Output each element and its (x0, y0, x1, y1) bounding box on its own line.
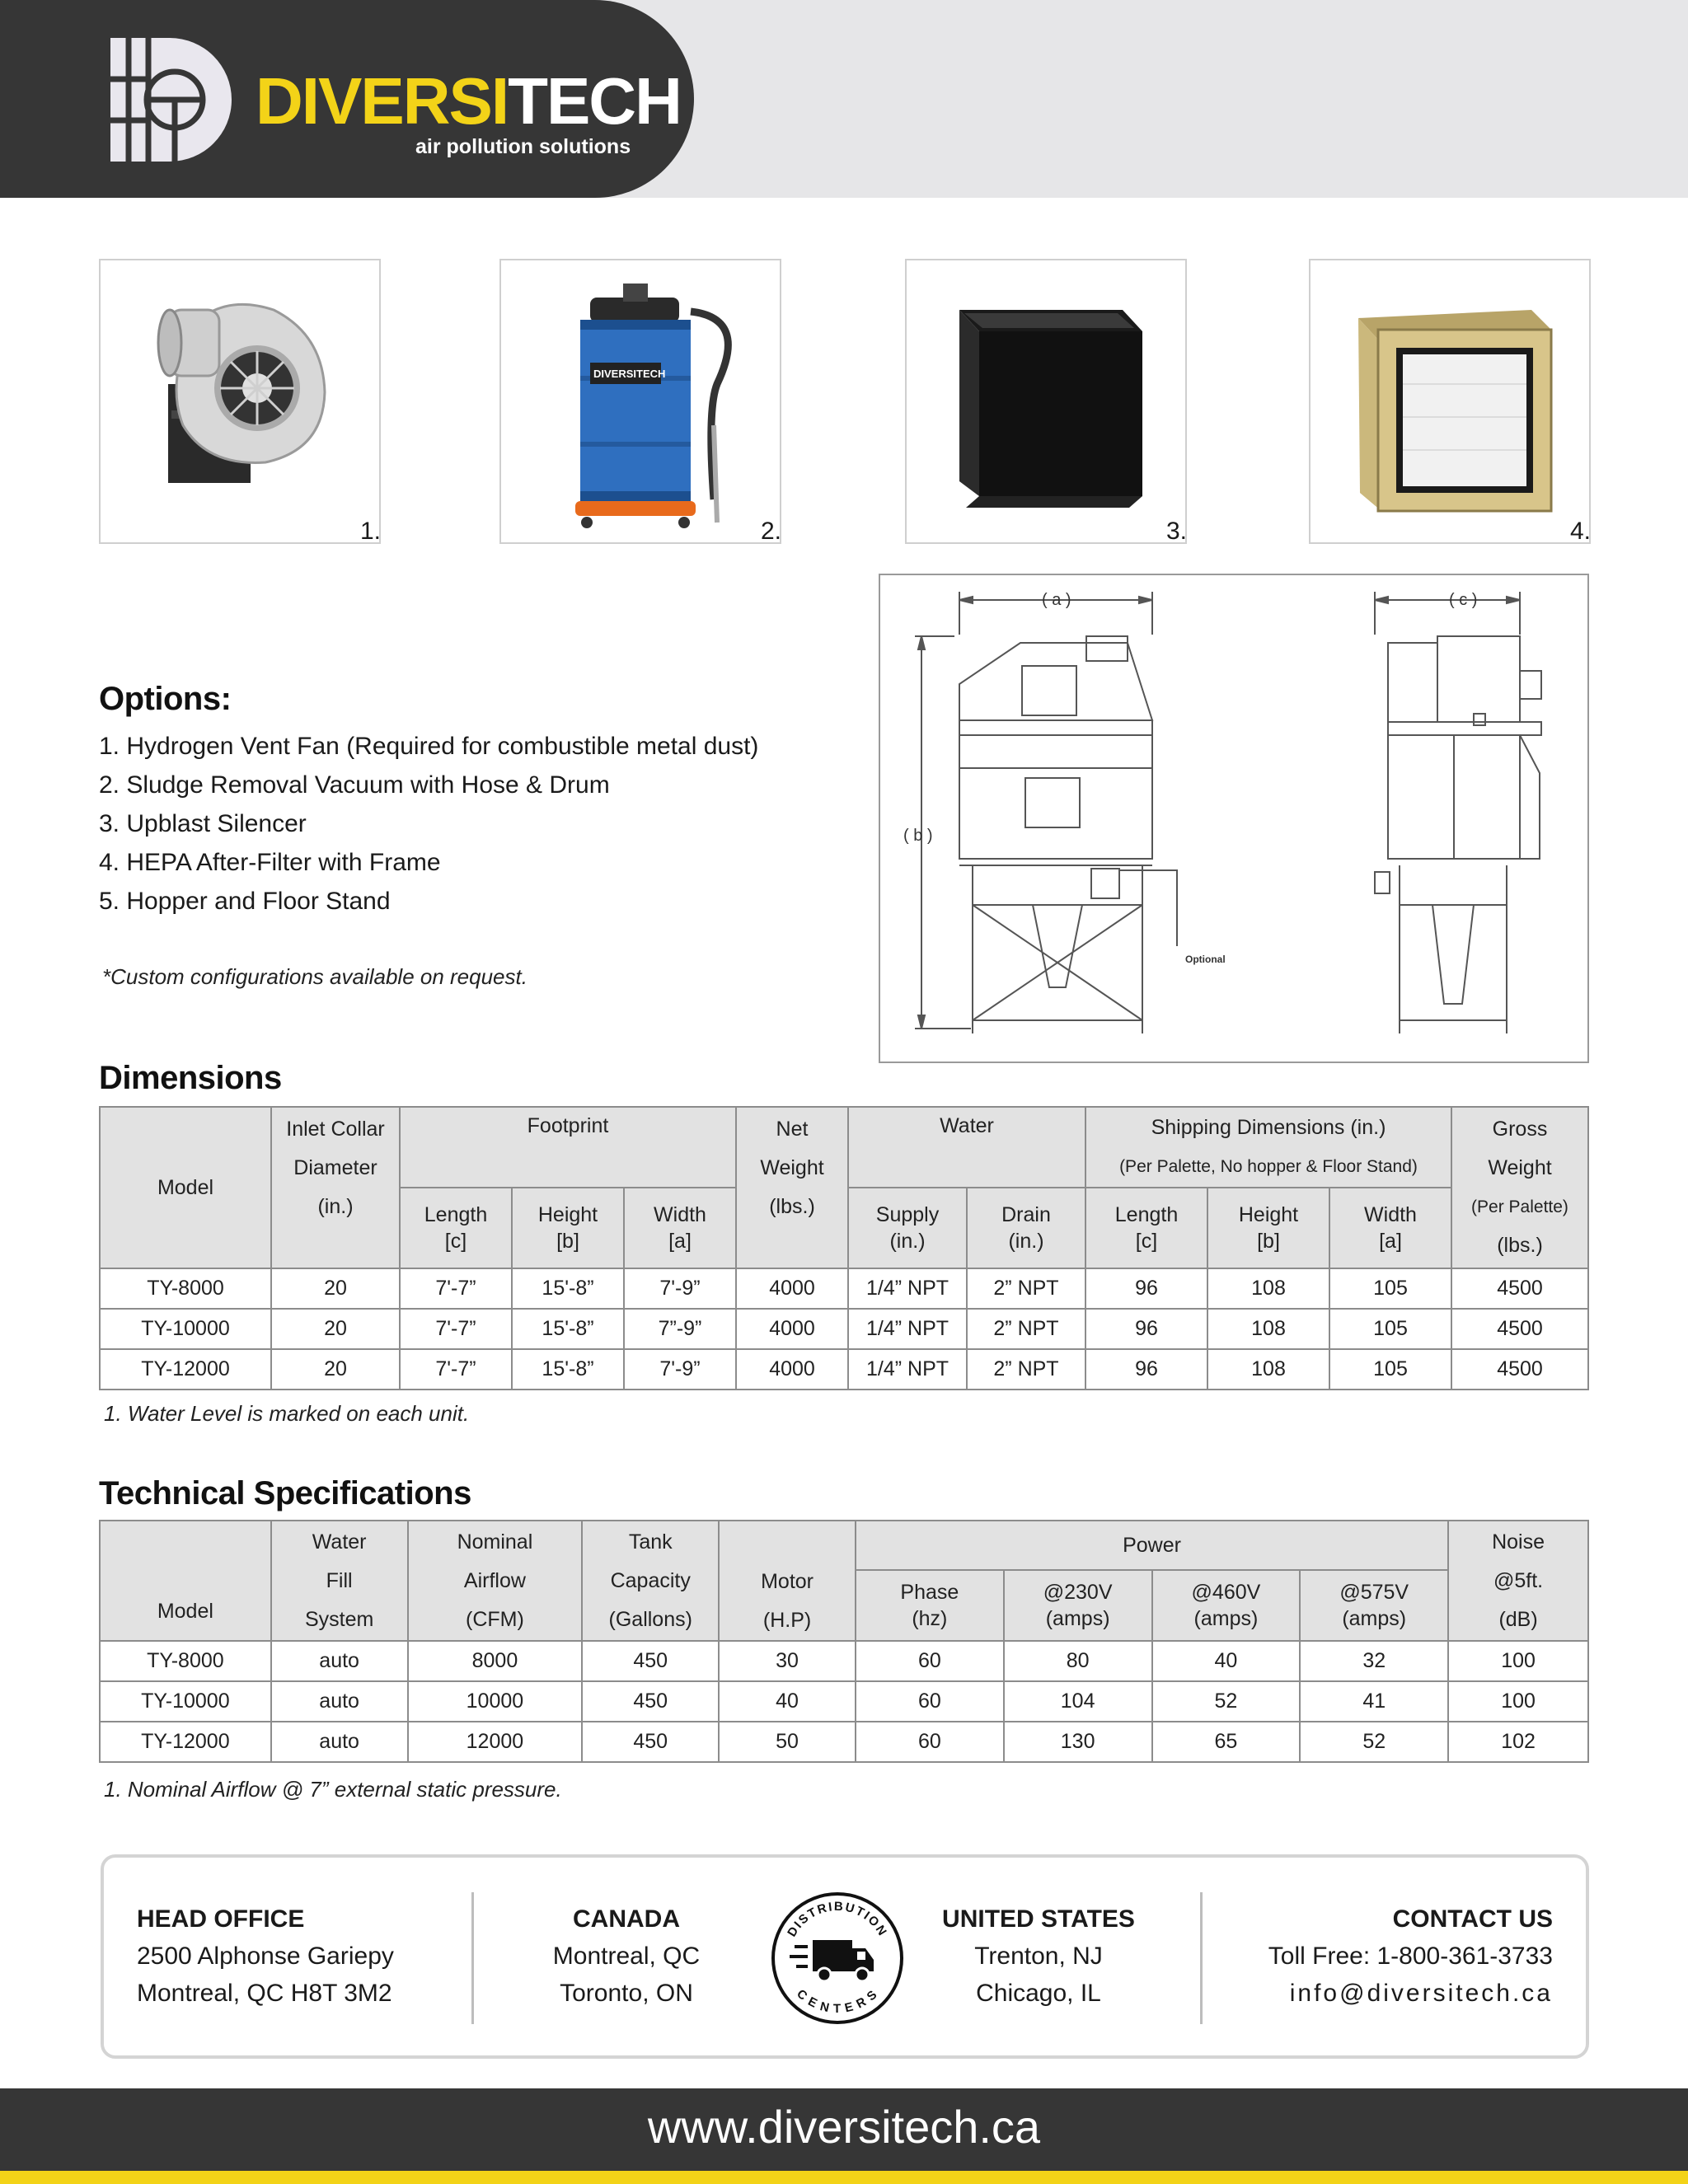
col-header-footprint: Footprint (400, 1107, 736, 1188)
table-cell: 40 (719, 1681, 856, 1722)
table-cell: 20 (271, 1309, 400, 1349)
contact-block (1236, 1900, 1553, 2012)
dimensions-title: Dimensions (99, 1060, 282, 1096)
table-cell: 52 (1300, 1722, 1448, 1762)
table-cell: 30 (719, 1641, 856, 1681)
table-cell: 4000 (736, 1349, 848, 1390)
col-header-drain: Drain (in.) (967, 1188, 1085, 1268)
table-cell: TY-10000 (100, 1309, 271, 1349)
col-header-water-fill: Water Fill System (271, 1521, 408, 1641)
diversitech-logo-mark (110, 38, 234, 162)
united-states-line1: Trenton, NJ (974, 1943, 1103, 1970)
table-cell: auto (271, 1681, 408, 1722)
col-header-power: Power (856, 1521, 1448, 1570)
table-cell: 130 (1004, 1722, 1152, 1762)
col-header-sh-height: Height [b] (1207, 1188, 1329, 1268)
list-item: 1. Hydrogen Vent Fan (Required for combustible metal dust) (99, 733, 759, 760)
table-cell: 105 (1329, 1309, 1451, 1349)
table-cell: 10000 (408, 1681, 583, 1722)
table-cell: 65 (1152, 1722, 1301, 1762)
table-cell: 108 (1207, 1309, 1329, 1349)
table-cell: TY-10000 (100, 1681, 271, 1722)
table-cell: 7'-7” (400, 1309, 512, 1349)
tech-specs-table (99, 1520, 1589, 1763)
table-cell: 4500 (1451, 1309, 1588, 1349)
product-number: 4. (1569, 518, 1591, 545)
optional-label: Optional (1185, 954, 1226, 965)
table-cell: 1/4” NPT (848, 1349, 967, 1390)
col-header-tank: Tank Capacity (Gallons) (582, 1521, 719, 1641)
drum-label: DIVERSITECH (593, 368, 666, 380)
table-cell: 105 (1329, 1349, 1451, 1390)
brand-tagline: air pollution solutions (415, 135, 631, 158)
tech-specs-title: Technical Specifications (99, 1475, 471, 1511)
table-cell: 4000 (736, 1268, 848, 1309)
col-header-airflow: Nominal Airflow (CFM) (408, 1521, 583, 1641)
col-header-575v: @575V (amps) (1300, 1570, 1448, 1641)
table-cell: 15'-8” (512, 1309, 624, 1349)
table-cell: 41 (1300, 1681, 1448, 1722)
table-cell: TY-8000 (100, 1641, 271, 1681)
table-cell: 105 (1329, 1268, 1451, 1309)
brand-name-part1: DIVERSI (256, 64, 509, 138)
table-cell: 20 (271, 1268, 400, 1309)
col-header-noise: Noise @5ft. (dB) (1448, 1521, 1588, 1641)
head-office-line2: Montreal, QC H8T 3M2 (137, 1980, 392, 2007)
product-vacuum-drum (499, 259, 781, 544)
table-cell: 104 (1004, 1681, 1152, 1722)
col-header-fp-height: Height [b] (512, 1188, 624, 1268)
united-states-block (923, 1900, 1154, 2012)
brand-name-part2: TECH (508, 64, 681, 138)
canada-block (511, 1900, 742, 2012)
col-header-inlet: Inlet Collar Diameter (in.) (271, 1107, 400, 1268)
table-cell: 100 (1448, 1681, 1588, 1722)
table-cell: TY-12000 (100, 1349, 271, 1390)
contact-phone[interactable]: Toll Free: 1-800-361-3733 (1268, 1943, 1553, 1970)
united-states-title: UNITED STATES (942, 1905, 1135, 1933)
head-office-block (137, 1900, 394, 2012)
table-cell: 1/4” NPT (848, 1309, 967, 1349)
col-header-motor: Motor (H.P) (719, 1521, 856, 1641)
col-header-230v: @230V (amps) (1004, 1570, 1152, 1641)
dimension-label-c: ( c ) (1449, 591, 1478, 609)
dimension-label-b: ( b ) (903, 827, 933, 845)
table-cell: 2” NPT (967, 1349, 1085, 1390)
col-header-fp-width: Width [a] (624, 1188, 736, 1268)
dimensions-footnote: 1. Water Level is marked on each unit. (104, 1401, 470, 1426)
brand-wordmark (256, 64, 681, 138)
tech-specs-table-body (100, 1641, 1588, 1762)
col-header-gross-weight: Gross Weight (Per Palette) (lbs.) (1451, 1107, 1588, 1268)
distribution-truck-icon (768, 1889, 907, 2027)
table-row (100, 1309, 1588, 1349)
table-cell: 96 (1085, 1309, 1207, 1349)
collector-drawing-icon (880, 575, 1587, 1062)
table-cell: 32 (1300, 1641, 1448, 1681)
table-cell: 60 (856, 1681, 1004, 1722)
product-number: 1. (359, 518, 381, 545)
table-cell: 60 (856, 1641, 1004, 1681)
table-cell: 108 (1207, 1268, 1329, 1309)
product-hepa-filter (1309, 259, 1591, 544)
divider (1200, 1892, 1203, 2024)
list-item: 4. HEPA After-Filter with Frame (99, 849, 441, 876)
table-cell: 40 (1152, 1641, 1301, 1681)
table-row (100, 1722, 1588, 1762)
table-cell: 2” NPT (967, 1309, 1085, 1349)
col-header-shipping: Shipping Dimensions (in.) (Per Palette, No hopper & Floor Stand) (1085, 1107, 1451, 1188)
col-header-460v: @460V (amps) (1152, 1570, 1301, 1641)
table-cell: 52 (1152, 1681, 1301, 1722)
col-header-water: Water (848, 1107, 1085, 1188)
website-link[interactable]: www.diversitech.ca (647, 2101, 1041, 2153)
badge-bottom-text: CENTERS (794, 1986, 881, 2017)
list-item: 2. Sludge Removal Vacuum with Hose & Drum (99, 771, 610, 799)
table-cell: 2” NPT (967, 1268, 1085, 1309)
table-cell: 20 (271, 1349, 400, 1390)
table-cell: 12000 (408, 1722, 583, 1762)
footer-accent-strip (0, 2171, 1688, 2184)
table-cell: 96 (1085, 1268, 1207, 1309)
table-cell: 4500 (1451, 1268, 1588, 1309)
badge-top-text: DISTRIBUTION (785, 1899, 890, 1940)
table-cell: 7'-9” (624, 1349, 736, 1390)
canada-line2: Toronto, ON (560, 1980, 693, 2007)
product-silencer (905, 259, 1187, 544)
table-cell: auto (271, 1722, 408, 1762)
united-states-line2: Chicago, IL (976, 1980, 1101, 2007)
canada-title: CANADA (573, 1905, 680, 1933)
table-cell: 15'-8” (512, 1349, 624, 1390)
list-item: 3. Upblast Silencer (99, 810, 307, 837)
dimensions-table (99, 1106, 1589, 1390)
table-cell: 7'-7” (400, 1349, 512, 1390)
options-list (99, 727, 758, 921)
table-cell: 50 (719, 1722, 856, 1762)
options-title: Options: (99, 681, 232, 717)
col-header-model: Model (100, 1107, 271, 1268)
dimensions-table-body (100, 1268, 1588, 1390)
contact-title: CONTACT US (1392, 1905, 1553, 1933)
custom-config-note: *Custom configurations available on request. (102, 964, 528, 989)
table-cell: 60 (856, 1722, 1004, 1762)
table-cell: 4000 (736, 1309, 848, 1349)
col-header-supply: Supply (in.) (848, 1188, 967, 1268)
table-cell: 108 (1207, 1349, 1329, 1390)
vacuum-drum-icon (501, 260, 783, 546)
table-cell: 7'-9” (624, 1268, 736, 1309)
product-vent-fan (99, 259, 381, 544)
col-header-phase: Phase (hz) (856, 1570, 1004, 1641)
table-cell: 450 (582, 1681, 719, 1722)
canada-line1: Montreal, QC (552, 1943, 701, 1970)
vent-fan-icon (101, 260, 382, 546)
table-cell: 7”-9” (624, 1309, 736, 1349)
divider (471, 1892, 474, 2024)
dimension-label-a: ( a ) (1042, 591, 1071, 609)
table-cell: 450 (582, 1722, 719, 1762)
table-cell: 450 (582, 1641, 719, 1681)
table-cell: 80 (1004, 1641, 1152, 1681)
table-cell: 8000 (408, 1641, 583, 1681)
table-cell: 102 (1448, 1722, 1588, 1762)
col-header-sh-length: Length [c] (1085, 1188, 1207, 1268)
table-cell: 96 (1085, 1349, 1207, 1390)
contact-email[interactable]: info@diversitech.ca (1289, 1980, 1553, 2007)
table-row (100, 1268, 1588, 1309)
head-office-line1: 2500 Alphonse Gariepy (137, 1943, 394, 1970)
hepa-filter-icon (1311, 260, 1592, 546)
table-cell: 1/4” NPT (848, 1268, 967, 1309)
table-cell: 100 (1448, 1641, 1588, 1681)
list-item: 5. Hopper and Floor Stand (99, 888, 391, 915)
product-number: 2. (760, 518, 781, 545)
tech-specs-footnote: 1. Nominal Airflow @ 7” external static pressure. (104, 1777, 562, 1802)
col-header-sh-width: Width [a] (1329, 1188, 1451, 1268)
technical-drawing (879, 574, 1589, 1063)
table-cell: auto (271, 1641, 408, 1681)
table-cell: TY-8000 (100, 1268, 271, 1309)
col-header-fp-length: Length [c] (400, 1188, 512, 1268)
silencer-icon (907, 260, 1189, 546)
col-header-net-weight: Net Weight (lbs.) (736, 1107, 848, 1268)
product-number: 3. (1165, 518, 1187, 545)
table-cell: TY-12000 (100, 1722, 271, 1762)
table-row (100, 1641, 1588, 1681)
table-row (100, 1349, 1588, 1390)
table-cell: 15'-8” (512, 1268, 624, 1309)
table-cell: 4500 (1451, 1349, 1588, 1390)
col-header-model: Model (100, 1521, 271, 1641)
head-office-title: HEAD OFFICE (137, 1905, 305, 1933)
table-row (100, 1681, 1588, 1722)
table-cell: 7'-7” (400, 1268, 512, 1309)
